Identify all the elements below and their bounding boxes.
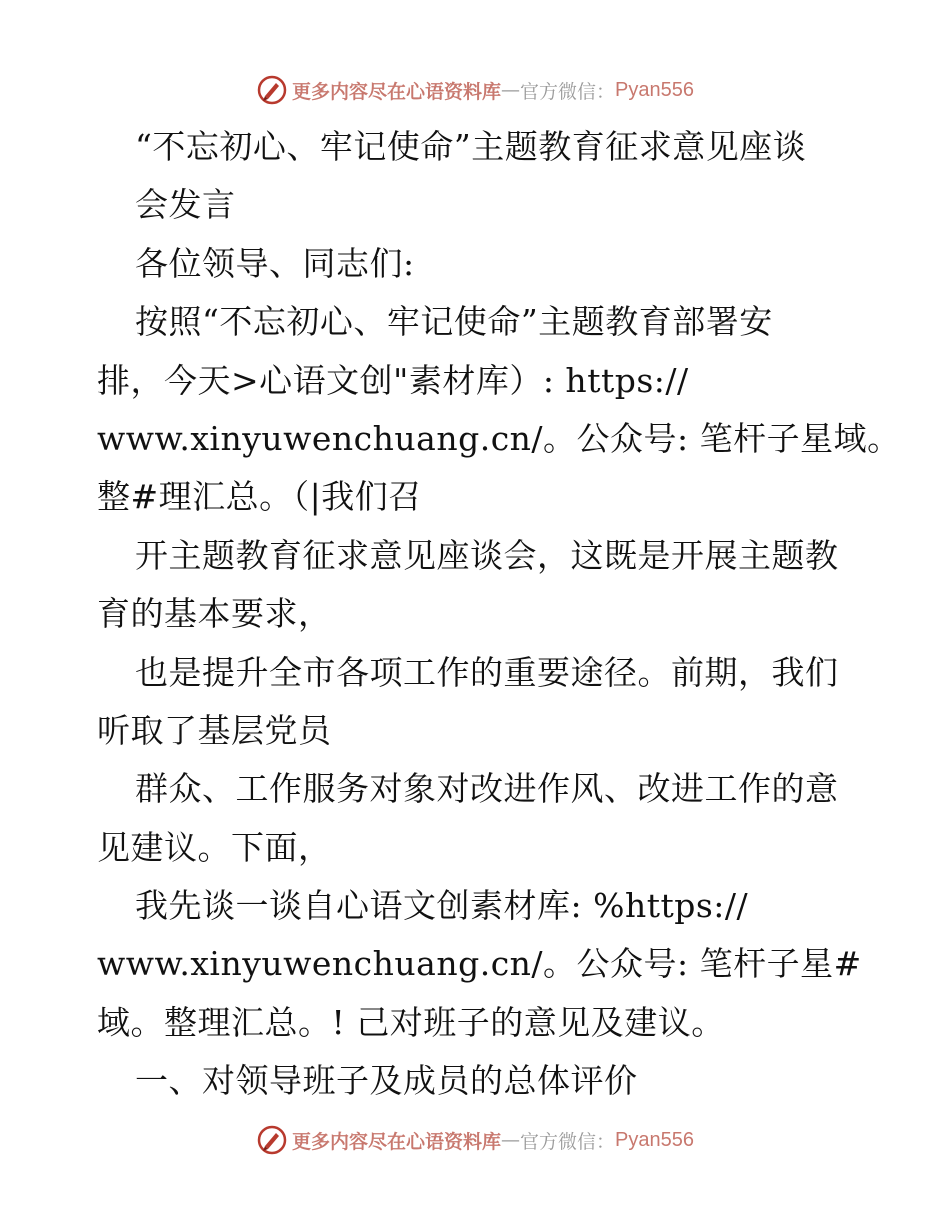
- banner-wechat-id: Pyan556: [615, 78, 694, 101]
- text-line: www.xinyuwenchuang.cn/。公众号: 笔杆子星#: [97, 944, 862, 984]
- text-line: 按照“不忘初心、牢记使命”主题教育部署安: [135, 302, 773, 342]
- header-banner: [0, 70, 950, 110]
- document-body: [97, 118, 901, 1111]
- text-line: 见建议。下面，: [97, 827, 332, 867]
- logo-icon: [256, 74, 288, 106]
- banner-text: 更多内容尽在心语资料库: [292, 1130, 502, 1153]
- text-line: 我先谈一谈自心语文创素材库: %https://: [135, 886, 749, 926]
- text-line: 域。整理汇总。! 己对班子的意见及建议。: [97, 1002, 725, 1042]
- banner-separator: —: [501, 79, 521, 101]
- banner-separator: —: [501, 1129, 521, 1151]
- text-line: 整#理汇总。（|我们召: [97, 477, 422, 517]
- text-line: 各位领导、同志们:: [135, 243, 415, 283]
- text-line: 也是提升全市各项工作的重要途径。前期，我们: [135, 652, 839, 692]
- logo-icon: [256, 1124, 288, 1156]
- text-line: 会发言: [135, 185, 236, 225]
- text-line: 听取了基层党员: [97, 710, 332, 750]
- text-line: 一、对领导班子及成员的总体评价: [135, 1061, 638, 1101]
- text-line: 群众、工作服务对象对改进作风、改进工作的意: [135, 769, 839, 809]
- banner-wechat-id: Pyan556: [615, 1128, 694, 1151]
- text-line: “不忘初心、牢记使命”主题教育征求意见座谈: [135, 127, 807, 166]
- text-line: 开主题教育征求意见座谈会，这既是开展主题教: [135, 535, 839, 575]
- text-line: 排，今天>心语文创"素材库）: https://: [97, 360, 689, 400]
- banner-wechat-label: 官方微信：: [520, 1130, 616, 1153]
- banner-text: 更多内容尽在心语资料库: [292, 80, 502, 103]
- footer-banner: [0, 1120, 950, 1160]
- text-line: www.xinyuwenchuang.cn/。公众号: 笔杆子星域。: [97, 418, 901, 458]
- text-line: 育的基本要求，: [97, 594, 332, 634]
- banner-wechat-label: 官方微信：: [520, 80, 616, 103]
